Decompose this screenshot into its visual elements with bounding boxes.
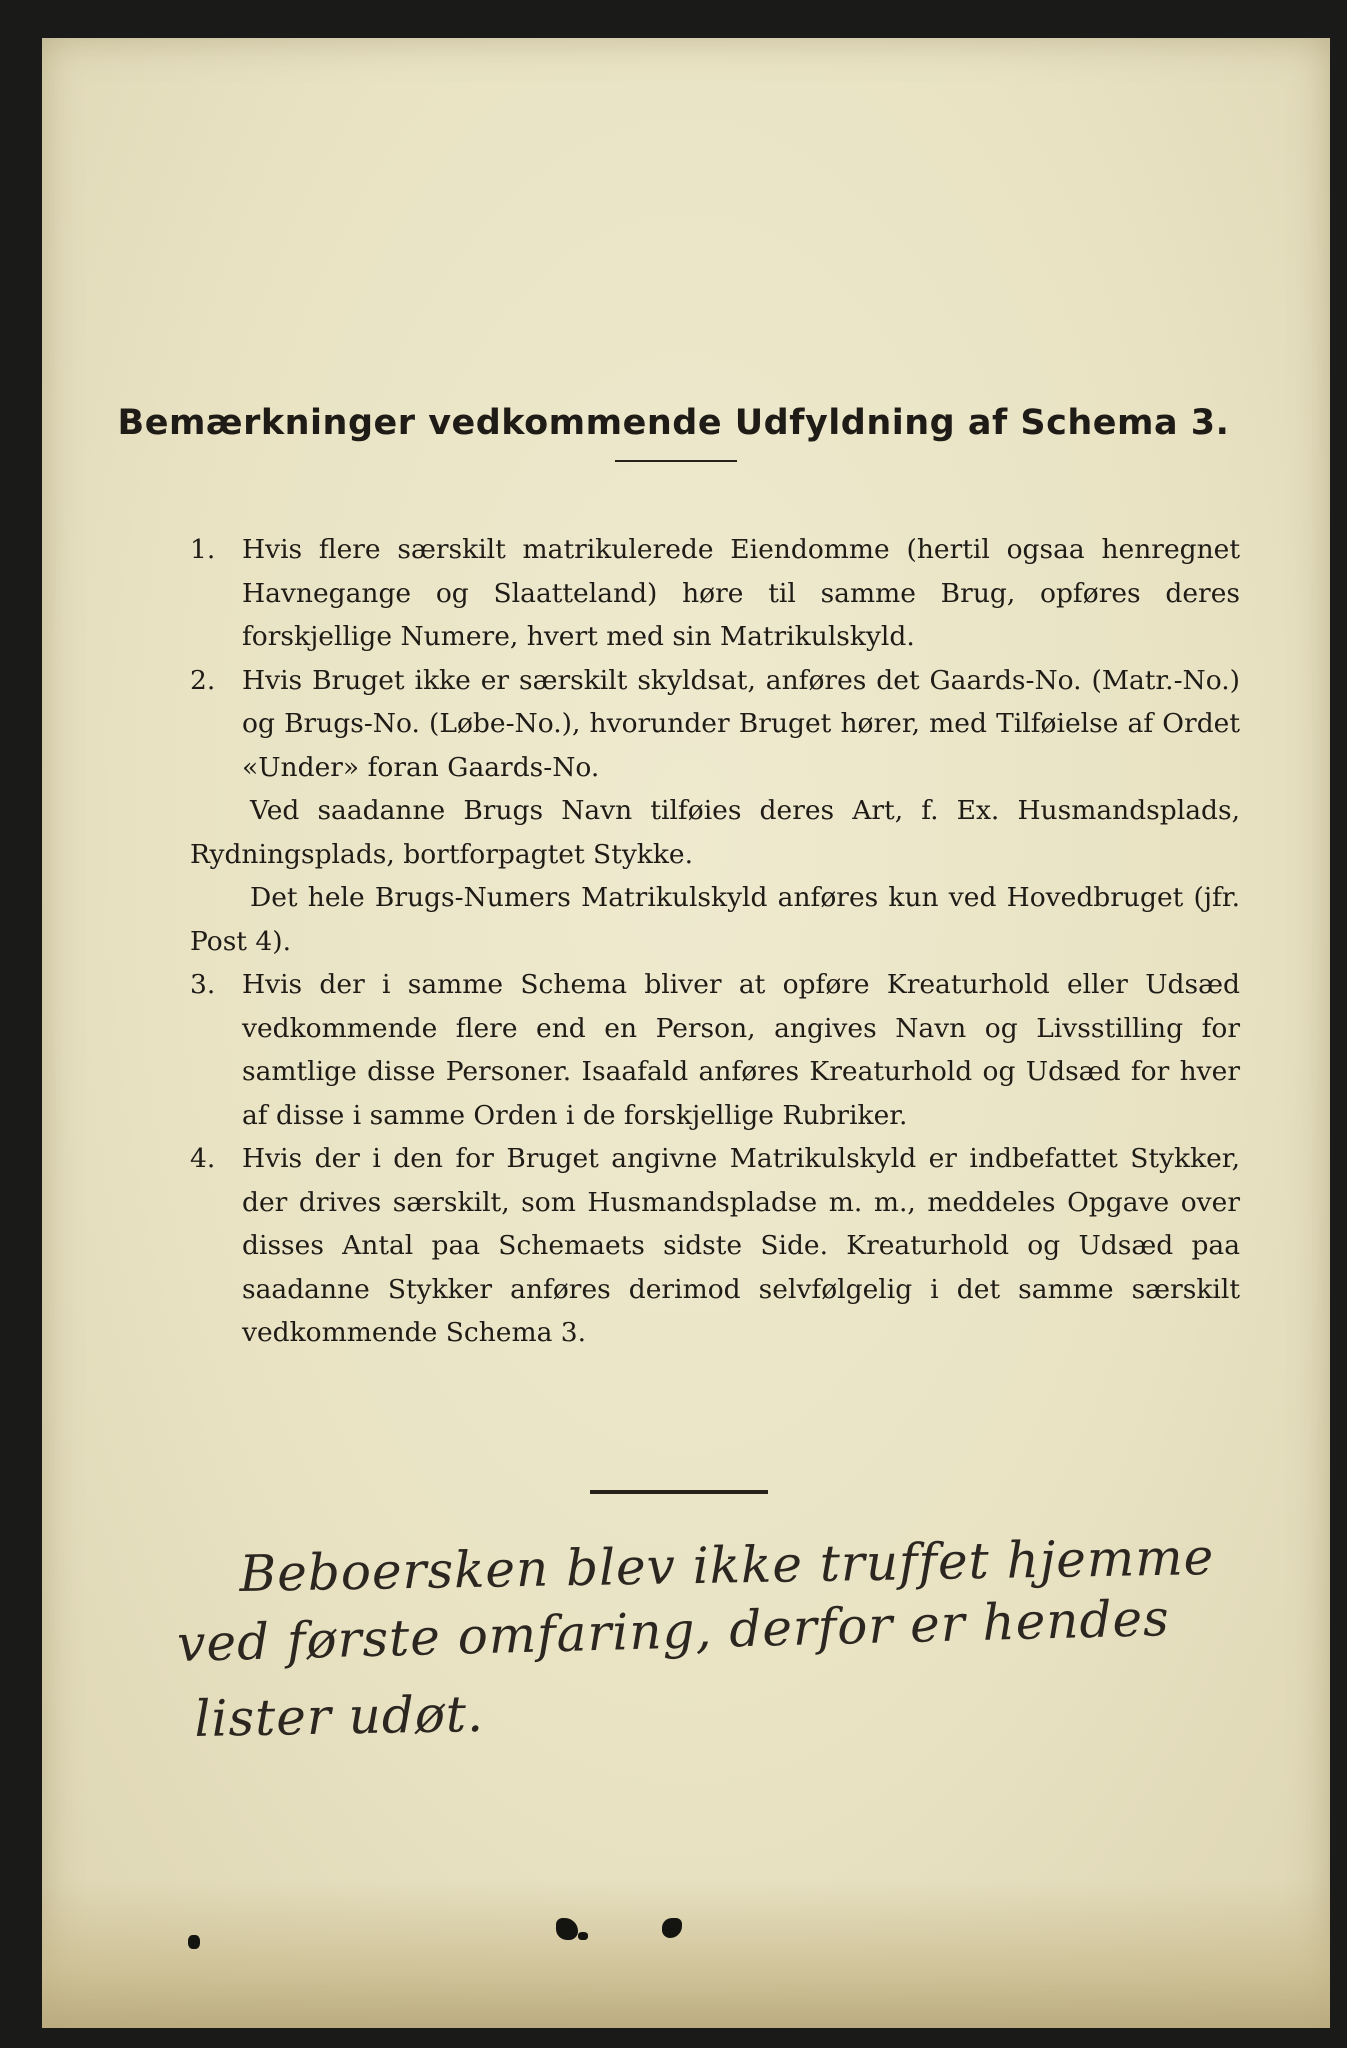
ink-spot	[188, 1935, 200, 1949]
item-number: 2.	[190, 664, 216, 696]
handwritten-line: ved første omfaring, derfor er hendes	[176, 1589, 1171, 1673]
remarks-list	[190, 528, 1240, 1355]
divider-top	[615, 460, 737, 462]
item-subtext: Det hele Brugs-Numers Matrikulskyld anføres kun ved Hovedbruget (jfr. Post 4).	[190, 882, 1240, 957]
list-item-1	[190, 528, 1240, 659]
item-subtext: Ved saadanne Brugs Navn tilføies deres Art, f. Ex. Husmandsplads, Rydningsplads, bortforpagtet Stykke.	[190, 795, 1240, 870]
item-text: Hvis der i samme Schema bliver at opføre Kreaturhold eller Udsæd vedkommende flere end en Person, angives Navn og Livsstilling for samtlige disse Personer. Isaafald anføres Kreaturhold og Udsæd for hver af disse i samme Orden i de forskjellige Rubriker.	[242, 969, 1240, 1131]
item-text: Hvis der i den for Bruget angivne Matrikulskyld er indbefattet Stykker, der drives særskilt, som Husmandspladse m. m., meddeles Opgave over disses Antal paa Schemaets sidste Side. Kreaturhold og Udsæd paa saadanne Stykker anføres derimod selvfølgelig i det samme særskilt vedkommende Schema 3.	[242, 1143, 1240, 1348]
divider-bottom	[590, 1490, 768, 1494]
item-text: Hvis flere særskilt matrikulerede Eiendomme (hertil ogsaa henregnet Havnegange og Slaatteland) høre til samme Brug, opføres deres forskjellige Numere, hvert med sin Matrikulskyld.	[242, 534, 1240, 652]
page-title: Bemærkninger vedkommende Udfyldning af Schema 3.	[117, 403, 1230, 443]
list-item-3	[190, 963, 1240, 1137]
handwritten-line: Beboersken blev ikke truffet hjemme	[238, 1527, 1215, 1603]
item-text: Hvis Bruget ikke er særskilt skyldsat, anføres det Gaards-No. (Matr.-No.) og Brugs-No. (Løbe-No.), hvorunder Bruget hører, med Tilføielse af Ordet «Under» foran Gaards-No.	[242, 664, 1240, 783]
ink-spot	[578, 1932, 588, 1940]
list-item-2	[190, 659, 1240, 790]
item-number: 1.	[190, 534, 216, 565]
list-item-4	[190, 1137, 1240, 1355]
page-wear	[42, 1878, 1330, 2028]
handwritten-line: lister udøt.	[193, 1684, 485, 1748]
item-number: 4.	[190, 1143, 216, 1174]
item-number: 3.	[190, 969, 216, 1000]
